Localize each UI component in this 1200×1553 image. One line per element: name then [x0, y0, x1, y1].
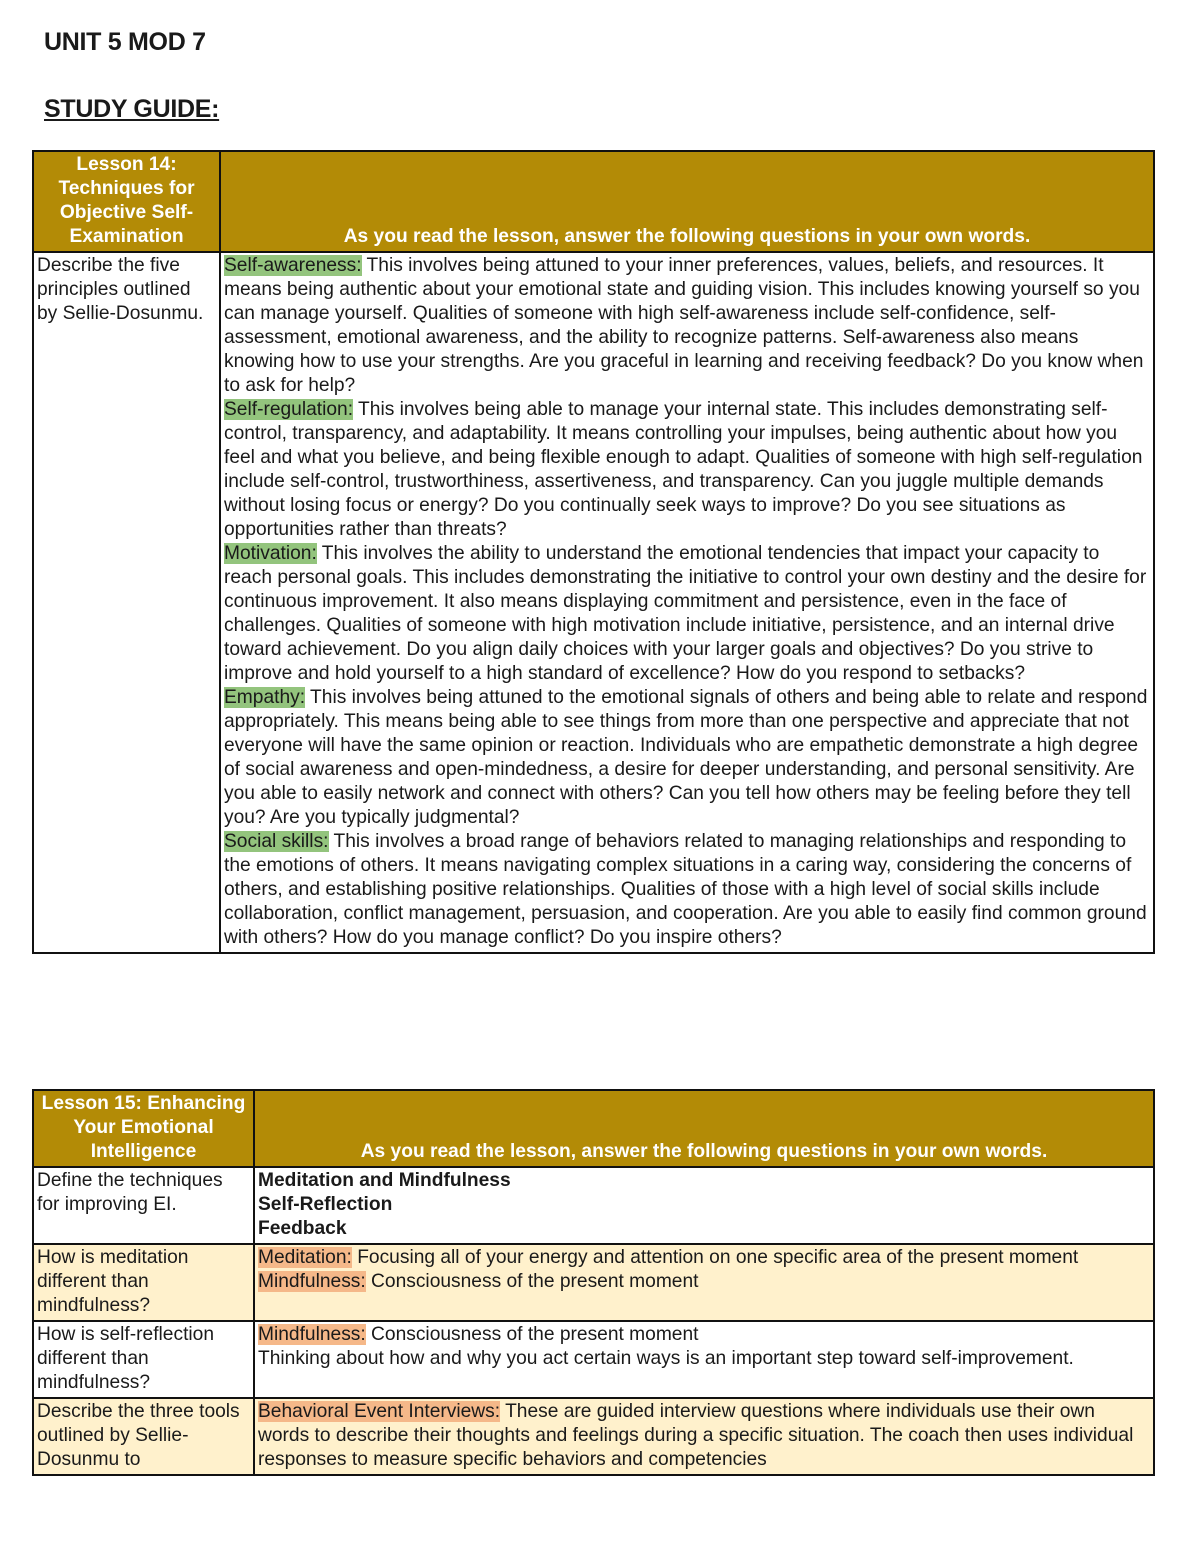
table-row: [33, 1398, 1154, 1475]
answer-term: Meditation:: [258, 1247, 352, 1268]
principle-text: This involves a broad range of behaviors related to managing relationships and responding to the emotions of others. It means navigating complex situations in a caring way, considering the concerns of others, and establishing positive relationships. Qualities of those with a high level of social skills include collaboration, conflict management, persuasion, and cooperation. Are you able to easily find common ground with others? How do you manage conflict? Do you inspire others?: [224, 831, 1147, 948]
lesson-15-instruction: As you read the lesson, answer the following questions in your own words.: [254, 1090, 1154, 1167]
principle-term: Empathy:: [224, 687, 306, 708]
answer-line: [258, 1246, 1150, 1270]
lesson-14-header-row: [33, 151, 1154, 252]
answer-term: Mindfulness:: [258, 1271, 366, 1292]
row-answer: [254, 1167, 1154, 1244]
row-question: Define the techniques for improving EI.: [33, 1167, 254, 1244]
technique-item: Self-Reflection: [258, 1194, 393, 1215]
principle-social-skills: [224, 830, 1150, 950]
table-row: [33, 1244, 1154, 1321]
lesson-15-header-row: [33, 1090, 1154, 1167]
principle-term: Self-regulation:: [224, 399, 354, 420]
principle-self-regulation: [224, 398, 1150, 542]
technique-item: Feedback: [258, 1218, 347, 1239]
answer-line: [258, 1323, 1150, 1347]
row-answer: [254, 1321, 1154, 1398]
document-subtitle: STUDY GUIDE:: [44, 95, 220, 123]
principle-self-awareness: [224, 254, 1150, 398]
principle-text: This involves being attuned to your inner preferences, values, beliefs, and resources. It means being authentic about your emotional state and guiding vision. This includes knowing yourself so you can manage yourself. Qualities of someone with high self-awareness include self-confidence, self-assessment, emotional awareness, and the ability to recognize patterns. Self-awareness also means knowing how to use your strengths. Are you graceful in learning and receiving feedback? Do you know when to ask for help?: [224, 255, 1144, 396]
answer-text: Consciousness of the present moment: [365, 1271, 699, 1292]
row-answer: [254, 1244, 1154, 1321]
principle-empathy: [224, 686, 1150, 830]
principle-term: Social skills:: [224, 831, 329, 852]
lesson-14-answer: [220, 252, 1154, 953]
answer-text: Focusing all of your energy and attention on one specific area of the present moment: [351, 1247, 1079, 1268]
row-answer: [254, 1398, 1154, 1475]
row-question: Describe the three tools outlined by Sellie-Dosunmu to: [33, 1398, 254, 1475]
answer-text: These are guided interview questions where individuals use their own words to describe their thoughts and feelings during a specific situation. The coach then uses individual responses to measure specific behaviors and competencies: [258, 1401, 1134, 1470]
lesson-14-label: Lesson 14: Techniques for Objective Self-Examination: [33, 151, 220, 252]
table-row: [33, 1167, 1154, 1244]
row-question: How is self-reflection different than mindfulness?: [33, 1321, 254, 1398]
principle-text: This involves being attuned to the emotional signals of others and being able to relate and respond appropriately. This means being able to see things from more than one perspective and appreciate that not everyone will have the same opinion or reaction. Individuals who are empathetic demonstrate a high degree of social awareness and open-mindedness, a desire for deeper understanding, and personal sensitivity. Are you able to easily network and connect with others? Can you tell how others may be feeling before they tell you? Are you typically judgmental?: [224, 687, 1148, 828]
answer-text: Thinking about how and why you act certain ways is an important step toward self-improvement.: [258, 1348, 1074, 1369]
document-title: UNIT 5 MOD 7: [44, 28, 206, 56]
technique-item: Meditation and Mindfulness: [258, 1170, 511, 1191]
lesson-15-label: Lesson 15: Enhancing Your Emotional Intelligence: [33, 1090, 254, 1167]
answer-term: Behavioral Event Interviews:: [258, 1401, 501, 1422]
row-question: How is meditation different than mindfulness?: [33, 1244, 254, 1321]
principle-term: Self-awareness:: [224, 255, 362, 276]
table-row: [33, 252, 1154, 953]
answer-line: [258, 1270, 1150, 1294]
lesson-14-instruction: As you read the lesson, answer the following questions in your own words.: [220, 151, 1154, 252]
principle-text: This involves being able to manage your internal state. This includes demonstrating self-control, transparency, and adaptability. It means controlling your impulses, being authentic about how you feel and what you believe, and being flexible enough to adapt. Qualities of someone with high self-regulation include self-control, trustworthiness, assertiveness, and transparency. Can you juggle multiple demands without losing focus or energy? Do you continually seek ways to improve? Do you see situations as opportunities rather than threats?: [224, 399, 1143, 540]
answer-text: Consciousness of the present moment: [365, 1324, 699, 1345]
table-row: [33, 1321, 1154, 1398]
principle-motivation: [224, 542, 1150, 686]
principle-term: Motivation:: [224, 543, 317, 564]
principle-text: This involves the ability to understand the emotional tendencies that impact your capacity to reach personal goals. This includes demonstrating the initiative to control your own destiny and the desire for continuous improvement. It also means displaying commitment and persistence, even in the face of challenges. Qualities of someone with high motivation include initiative, persistence, and an internal drive toward achievement. Do you align daily choices with your larger goals and objectives? Do you strive to improve and hold yourself to a high standard of excellence? How do you respond to setbacks?: [224, 543, 1147, 684]
answer-line: [258, 1400, 1150, 1472]
lesson-14-table: [32, 150, 1155, 954]
answer-term: Mindfulness:: [258, 1324, 366, 1345]
lesson-14-question: Describe the five principles outlined by Sellie-Dosunmu.: [33, 252, 220, 953]
lesson-15-table: [32, 1089, 1155, 1476]
